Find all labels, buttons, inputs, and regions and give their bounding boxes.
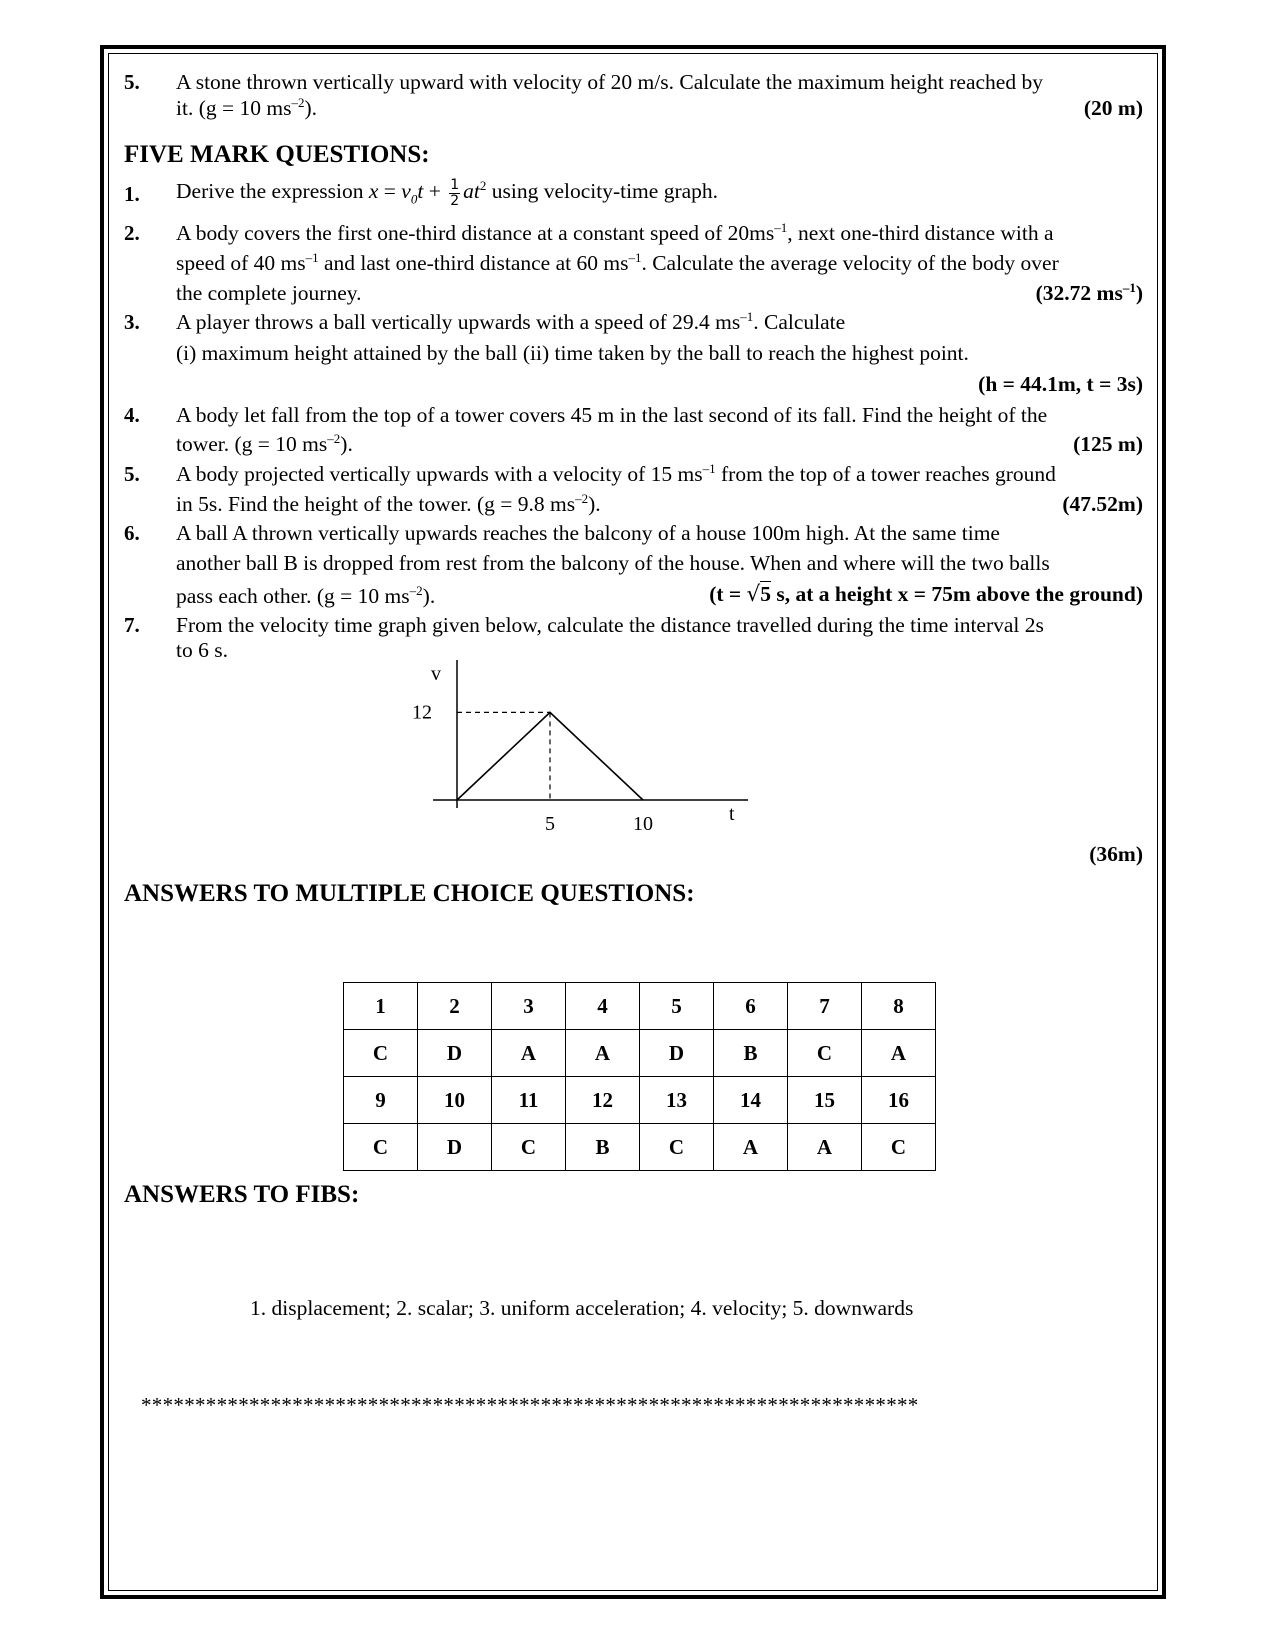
table-cell: 5 — [640, 983, 714, 1030]
table-cell: C — [862, 1124, 936, 1171]
section-heading-mcq-answers: ANSWERS TO MULTIPLE CHOICE QUESTIONS: — [124, 880, 695, 907]
question-number: 4. — [124, 403, 140, 427]
answer-label: (32.72 $ms^{-1}$) — [1035, 279, 1143, 305]
table-cell: D — [418, 1030, 492, 1077]
fraction-one-half: $\frac{1}{2}$ — [450, 176, 460, 209]
question-text: speed of 40 $ms^{-1}$ and last one-third distance at 60 $ms^{-1}$. Calculate the average velocity of the body over — [176, 249, 1059, 275]
table-cell: 13 — [640, 1077, 714, 1124]
table-cell: 9 — [344, 1077, 418, 1124]
table-cell: 3 — [492, 983, 566, 1030]
question-text: Derive the expression $x = v_0t$ + $\frac{1}{2}$ $at^2$ using velocity-time graph. — [176, 176, 719, 209]
question-text: A ball A thrown vertically upwards reaches the balcony of a house 100m high. At the same time — [176, 521, 1000, 545]
table-row — [344, 983, 936, 1030]
question-number: 3. — [124, 310, 140, 334]
answer-label: (h = 44.1m, t = 3s) — [978, 372, 1143, 396]
table-cell: 15 — [788, 1077, 862, 1124]
table-cell: C — [344, 1030, 418, 1077]
question-text: From the velocity time graph given below, calculate the distance travelled during the time interval 2s — [176, 613, 1044, 637]
x-axis-label: t — [729, 803, 735, 825]
table-cell: A — [714, 1124, 788, 1171]
table-row — [344, 1077, 936, 1124]
table-cell: A — [788, 1124, 862, 1171]
footer-separator-stars: ************************************************************************ — [141, 1393, 919, 1417]
answer-label: (125 m) — [1073, 432, 1143, 456]
x-tick-label: 10 — [633, 813, 653, 835]
answer-label: (t = √5 s, at a height x = 75m above the ground) — [709, 582, 1143, 607]
table-cell: 11 — [492, 1077, 566, 1124]
table-cell: D — [640, 1030, 714, 1077]
table-cell: A — [566, 1030, 640, 1077]
table-cell: 4 — [566, 983, 640, 1030]
table-cell: 6 — [714, 983, 788, 1030]
mcq-answer-table — [343, 982, 936, 1171]
fib-answers: 1. displacement; 2. scalar; 3. uniform acceleration; 4. velocity; 5. downwards — [250, 1296, 914, 1320]
table-cell: A — [862, 1030, 936, 1077]
table-row — [344, 1030, 936, 1077]
table-cell: 8 — [862, 983, 936, 1030]
answer-label: (20 m) — [1083, 96, 1143, 120]
question-text: to 6 s. — [176, 638, 228, 662]
table-cell: 10 — [418, 1077, 492, 1124]
table-cell: C — [344, 1124, 418, 1171]
table-cell: B — [714, 1030, 788, 1077]
question-text: pass each other. (g = 10 $ms^{-2}$). — [176, 582, 436, 608]
question-text: the complete journey. — [176, 281, 362, 305]
question-number: 1. — [124, 182, 140, 206]
table-cell: C — [640, 1124, 714, 1171]
table-row — [344, 1124, 936, 1171]
table-cell: 7 — [788, 983, 862, 1030]
question-text: A body projected vertically upwards with a velocity of 15 $ms^{-1}$ from the top of a tower reaches ground — [176, 460, 1056, 486]
velocity-time-graph — [400, 660, 800, 890]
question-text: another ball B is dropped from rest from the balcony of the house. When and where will the two balls — [176, 551, 1050, 575]
section-heading-fibs: ANSWERS TO FIBS: — [124, 1181, 360, 1208]
table-cell: C — [788, 1030, 862, 1077]
table-cell: C — [492, 1124, 566, 1171]
question-text: A body covers the first one-third distance at a constant speed of $20ms^{-1}$, next one-third distance with a — [176, 219, 1054, 245]
question-number: 5. — [124, 462, 140, 486]
question-number: 2. — [124, 221, 140, 245]
question-text: A stone thrown vertically upward with velocity of 20 m/s. Calculate the maximum height reached by — [176, 70, 1043, 94]
question-number: 7. — [124, 613, 140, 637]
question-text: A body let fall from the top of a tower covers 45 m in the last second of its fall. Find the height of the — [176, 403, 1048, 427]
question-text: it. (g = 10 $ms^{-2}$). — [176, 94, 317, 120]
table-cell: A — [492, 1030, 566, 1077]
table-cell: 14 — [714, 1077, 788, 1124]
question-text: tower. (g = 10 $ms^{-2}$). — [176, 430, 353, 456]
answer-label: (36m) — [1089, 842, 1143, 866]
question-text: A player throws a ball vertically upwards with a speed of 29.4 $ms^{-1}$. Calculate — [176, 308, 846, 334]
section-heading-five-mark: FIVE MARK QUESTIONS: — [124, 141, 430, 168]
v0t-term: $v_0t$ — [401, 179, 424, 207]
y-axis-label: v — [431, 663, 441, 685]
table-cell: D — [418, 1124, 492, 1171]
question-text: (i) maximum height attained by the ball (ii) time taken by the ball to reach the highest point. — [176, 341, 969, 365]
table-cell: B — [566, 1124, 640, 1171]
question-number: 5. — [124, 70, 140, 94]
question-number: 6. — [124, 521, 140, 545]
question-text: in 5s. Find the height of the tower. (g = 9.8 $ms^{-2}$). — [176, 490, 601, 516]
table-cell: 16 — [862, 1077, 936, 1124]
square-root-symbol: √ — [746, 582, 761, 607]
x-tick-label: 5 — [545, 813, 555, 835]
table-cell: 1 — [344, 983, 418, 1030]
answer-label: (47.52m) — [1062, 492, 1143, 516]
y-tick-label: 12 — [412, 701, 432, 724]
table-cell: 12 — [566, 1077, 640, 1124]
table-cell: 2 — [418, 983, 492, 1030]
